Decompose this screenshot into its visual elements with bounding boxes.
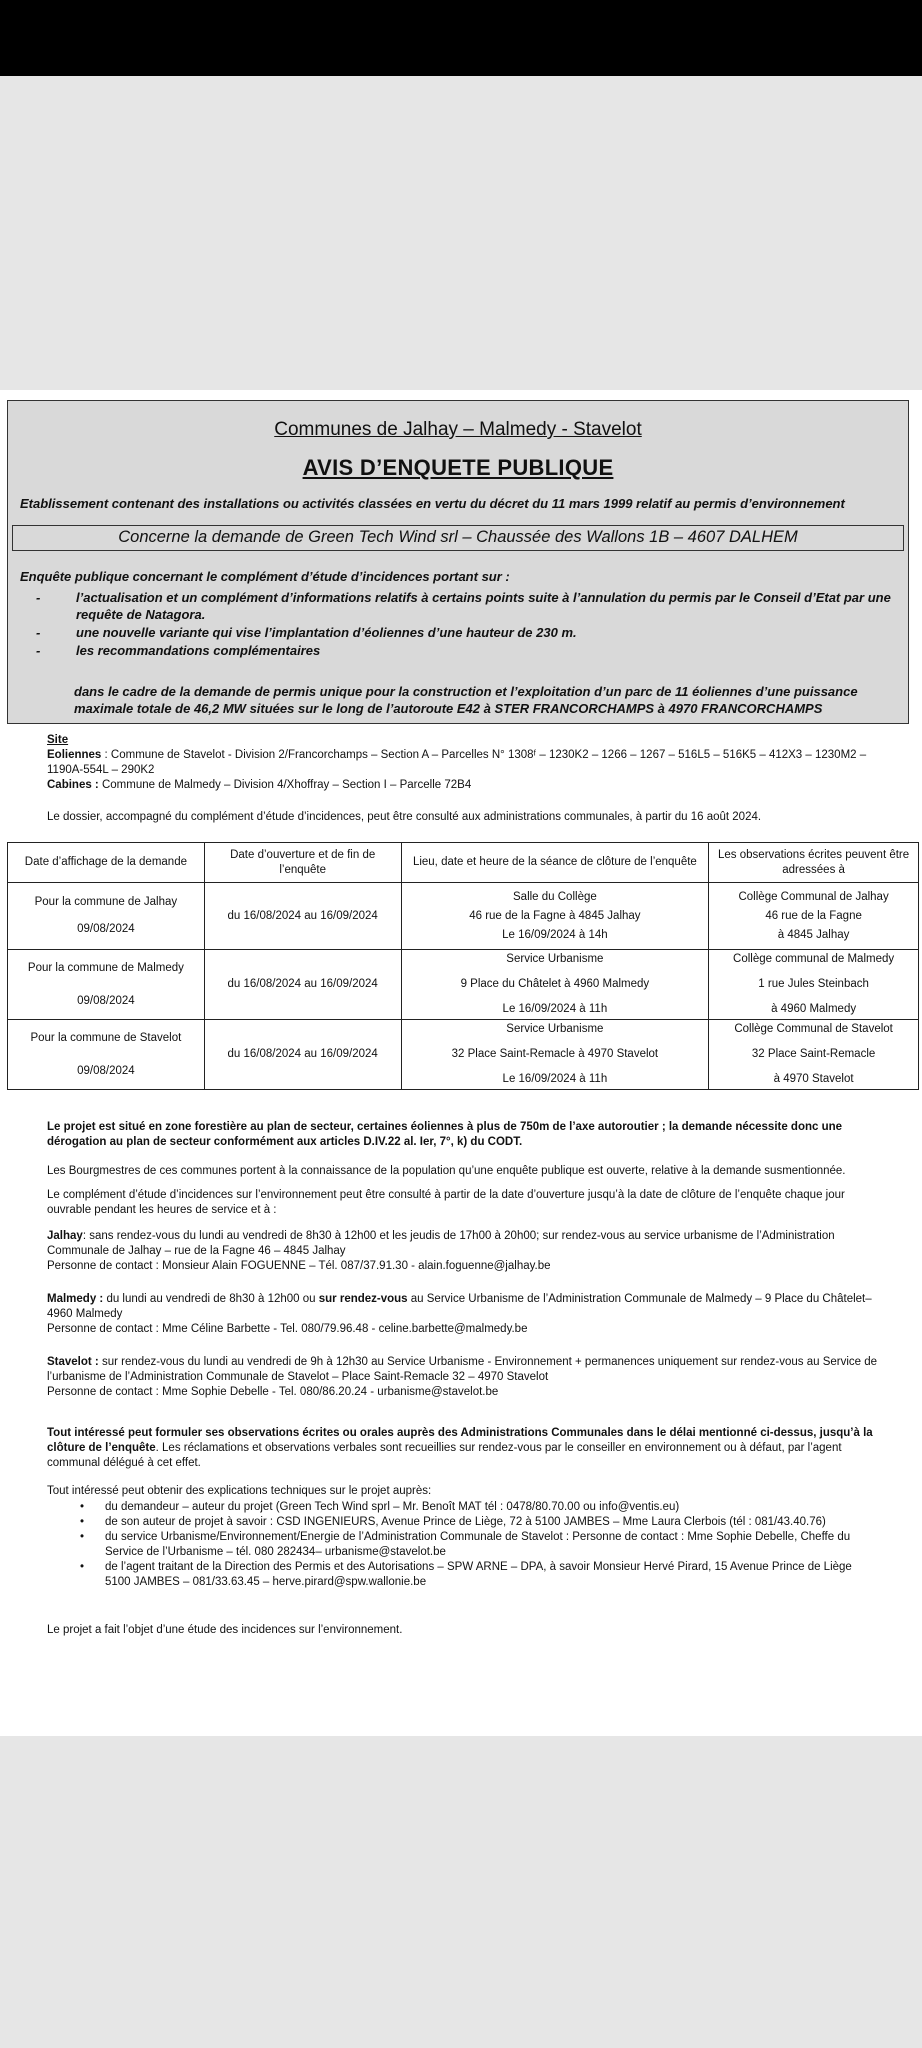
table-row	[8, 950, 919, 1020]
eoliennes-line	[47, 748, 887, 778]
malmedy-text: du lundi au vendredi de 8h30 à 12h00 ou	[103, 1293, 319, 1305]
complement-text: Le complément d’étude d’incidences sur l’environnement peut être consulté à partir de la date d’ouverture jusqu’à la date de clôture de l’enquête chaque jour ouvrable pendant les heures de service et à :	[47, 1189, 845, 1216]
malmedy-contact: Personne de contact : Mme Céline Barbette - Tel. 080/79.96.48 - celine.barbette@malmedy.be	[47, 1323, 528, 1335]
table-cell: Service Urbanisme 9 Place du Châtelet à 4960 Malmedy Le 16/09/2024 à 11h	[401, 950, 709, 1020]
table-cell: Pour la commune de Malmedy 09/08/2024	[8, 950, 205, 1020]
site-section	[47, 733, 887, 793]
table-cell: Collège Communal de Stavelot 32 Place Saint-Remacle à 4970 Stavelot	[709, 1020, 919, 1090]
table-cell: Pour la commune de Jalhay 09/08/2024	[8, 883, 205, 950]
communes-title: Communes de Jalhay – Malmedy - Stavelot	[274, 419, 642, 440]
table-cell: du 16/08/2024 au 16/09/2024	[204, 883, 401, 950]
enquete-table	[7, 842, 919, 1090]
table-row	[8, 1020, 919, 1090]
list-item: • de son auteur de projet à savoir : CSD INGENIEURS, Avenue Prince de Liège, 72 à 5100 JAMBES – Mme Laura Clerbois (tél : 081/43.40.76)	[80, 1515, 880, 1530]
list-item: - l’actualisation et un complément d’informations relatifs à certains points suite à l’annulation du permis par le Conseil d’Etat par une requête de Natagora.	[36, 589, 896, 623]
cabines-label: Cabines :	[47, 779, 99, 791]
table-header: Lieu, date et heure de la séance de clôture de l’enquête	[401, 843, 709, 883]
interesse-bold: Tout intéressé peut formuler ses observations écrites ou orales auprès des Administrations Communales dans le délai mentionné ci-dessus, jusqu’à la clôture de l’enquête	[47, 1427, 873, 1454]
list-item: - les recommandations complémentaires	[36, 642, 896, 659]
tech-contact-list	[80, 1500, 880, 1590]
avis-title: AVIS D’ENQUETE PUBLIQUE	[302, 455, 614, 480]
table-cell: Pour la commune de Stavelot 09/08/2024	[8, 1020, 205, 1090]
malmedy-text-2: au Service Urbanisme de l’Administration Communale de Malmedy – 9 Place du Châtelet– 4960 Malmedy	[47, 1293, 872, 1320]
explications-text: Tout intéressé peut obtenir des explications techniques sur le projet auprès:	[47, 1485, 432, 1497]
concerne-banner: Concerne la demande de Green Tech Wind srl – Chaussée des Wallons 1B – 4607 DALHEM	[12, 525, 904, 551]
eoliennes-text: : Commune de Stavelot - Division 2/Francorchamps – Section A – Parcelles N° 1308ᶠ – 1230K2 – 1266 – 1267 – 516L5 – 516K5 – 412X3 – 1230M2 – 1190A-554L – 290K2	[47, 749, 867, 776]
table-cell: Salle du Collège 46 rue de la Fagne à 4845 Jalhay Le 16/09/2024 à 14h	[401, 883, 709, 950]
jalhay-section	[47, 1229, 887, 1274]
projet-text: Le projet est situé en zone forestière au plan de secteur, certaines éoliennes à plus de 750m de l’axe autoroutier ; la demande nécessite donc une dérogation au plan de secteur conformément aux articles D.IV.22 al. Ier, 7°, k) du CODT.	[47, 1121, 843, 1148]
notice-sheet	[0, 390, 922, 1736]
stavelot-contact: Personne de contact : Mme Sophie Debelle - Tel. 080/86.20.24 - urbanisme@stavelot.be	[47, 1386, 499, 1398]
interesse-text: . Les réclamations et observations verbales sont recueillies sur rendez-vous par le conseiller en environnement ou à défaut, par l’agent communal délégué à cet effet.	[47, 1442, 842, 1469]
jalhay-text: : sans rendez-vous du lundi au vendredi de 8h30 à 12h00 et les jeudis de 17h00 à 20h00; sur rendez-vous au service urbanisme de l’Administration Communale de Jalhay – rue de la Fagne 46 – 4845 Jalhay	[47, 1230, 835, 1257]
cabines-line	[47, 778, 887, 793]
cabines-text: Commune de Malmedy – Division 4/Xhoffray – Section I – Parcelle 72B4	[98, 779, 472, 791]
list-item: • de l’agent traitant de la Direction des Permis et des Autorisations – SPW ARNE – DPA, à savoir Monsieur Hervé Pirard, 15 Avenue Prince de Liège 5100 JAMBES – 081/33.63.45 – herve.pirard@spw.wallonie.be	[80, 1560, 880, 1590]
bottom-grey-area	[0, 1736, 922, 2048]
malmedy-section	[47, 1292, 887, 1337]
table-cell: du 16/08/2024 au 16/09/2024	[204, 950, 401, 1020]
jalhay-label: Jalhay	[47, 1230, 83, 1242]
cadre-text: dans le cadre de la demande de permis unique pour la construction et l’exploitation d’un parc de 11 éoliennes d’une puissance maximale totale de 46,2 MW situées sur le long de l’autoroute E42 à STER FRANCORCHAMPS à 4970 FRANCORCHAMPS	[74, 684, 858, 716]
table-header: Les observations écrites peuvent être adressées à	[709, 843, 919, 883]
enquete-intro: Enquête publique concernant le complément d’étude d’incidences portant sur :	[20, 569, 510, 584]
list-item: • du service Urbanisme/Environnement/Energie de l’Administration Communale de Stavelot : Personne de contact : Mme Sophie Debelle, Cheffe du Service de l’Urbanisme – tél. 080 282434– urbanisme@stavelot.be	[80, 1530, 880, 1560]
jalhay-contact: Personne de contact : Monsieur Alain FOGUENNE – Tél. 087/37.91.30 - alain.foguenne@jalhay.be	[47, 1260, 551, 1272]
table-cell: Collège communal de Malmedy 1 rue Jules Steinbach à 4960 Malmedy	[709, 950, 919, 1020]
stavelot-section	[47, 1355, 887, 1400]
eoliennes-label: Eoliennes	[47, 749, 102, 761]
etablissement-text: Etablissement contenant des installations ou activités classées en vertu du décret du 11 mars 1999 relatif au permis d’environnement	[20, 496, 845, 511]
stavelot-label: Stavelot :	[47, 1356, 99, 1368]
table-cell: du 16/08/2024 au 16/09/2024	[204, 1020, 401, 1090]
enquete-list	[36, 589, 896, 660]
list-item: • du demandeur – auteur du projet (Green Tech Wind sprl – Mr. Benoît MAT tél : 0478/80.70.00 ou info@ventis.eu)	[80, 1500, 880, 1515]
stavelot-text: sur rendez-vous du lundi au vendredi de 9h à 12h30 au Service Urbanisme - Environnement + permanences uniquement sur rendez-vous au Service de l’urbanisme de l’Administration Communale de Stavelot – Place Saint-Remacle 32 – 4970 Stavelot	[47, 1356, 878, 1383]
header-box	[7, 400, 909, 724]
site-title: Site	[47, 734, 69, 746]
table-cell: Service Urbanisme 32 Place Saint-Remacle à 4970 Stavelot Le 16/09/2024 à 11h	[401, 1020, 709, 1090]
interesse-section	[47, 1426, 887, 1471]
table-header: Date d’ouverture et de fin de l’enquête	[204, 843, 401, 883]
table-header-row	[8, 843, 919, 883]
bourgmestres-text: Les Bourgmestres de ces communes portent à la connaissance de la population qu’une enquête publique est ouverte, relative à la demande susmentionnée.	[47, 1165, 846, 1177]
table-header: Date d’affichage de la demande	[8, 843, 205, 883]
table-row	[8, 883, 919, 950]
table-cell: Collège Communal de Jalhay 46 rue de la Fagne à 4845 Jalhay	[709, 883, 919, 950]
conclusion-text: Le projet a fait l’objet d’une étude des incidences sur l’environnement.	[47, 1624, 403, 1636]
list-item: - une nouvelle variante qui vise l’implantation d’éoliennes d’une hauteur de 230 m.	[36, 624, 896, 641]
top-black-bar	[0, 0, 922, 76]
dossier-text: Le dossier, accompagné du complément d’étude d’incidences, peut être consulté aux administrations communales, à partir du 16 août 2024.	[47, 811, 762, 823]
malmedy-rdv: sur rendez-vous	[318, 1293, 408, 1305]
malmedy-label: Malmedy :	[47, 1293, 104, 1305]
